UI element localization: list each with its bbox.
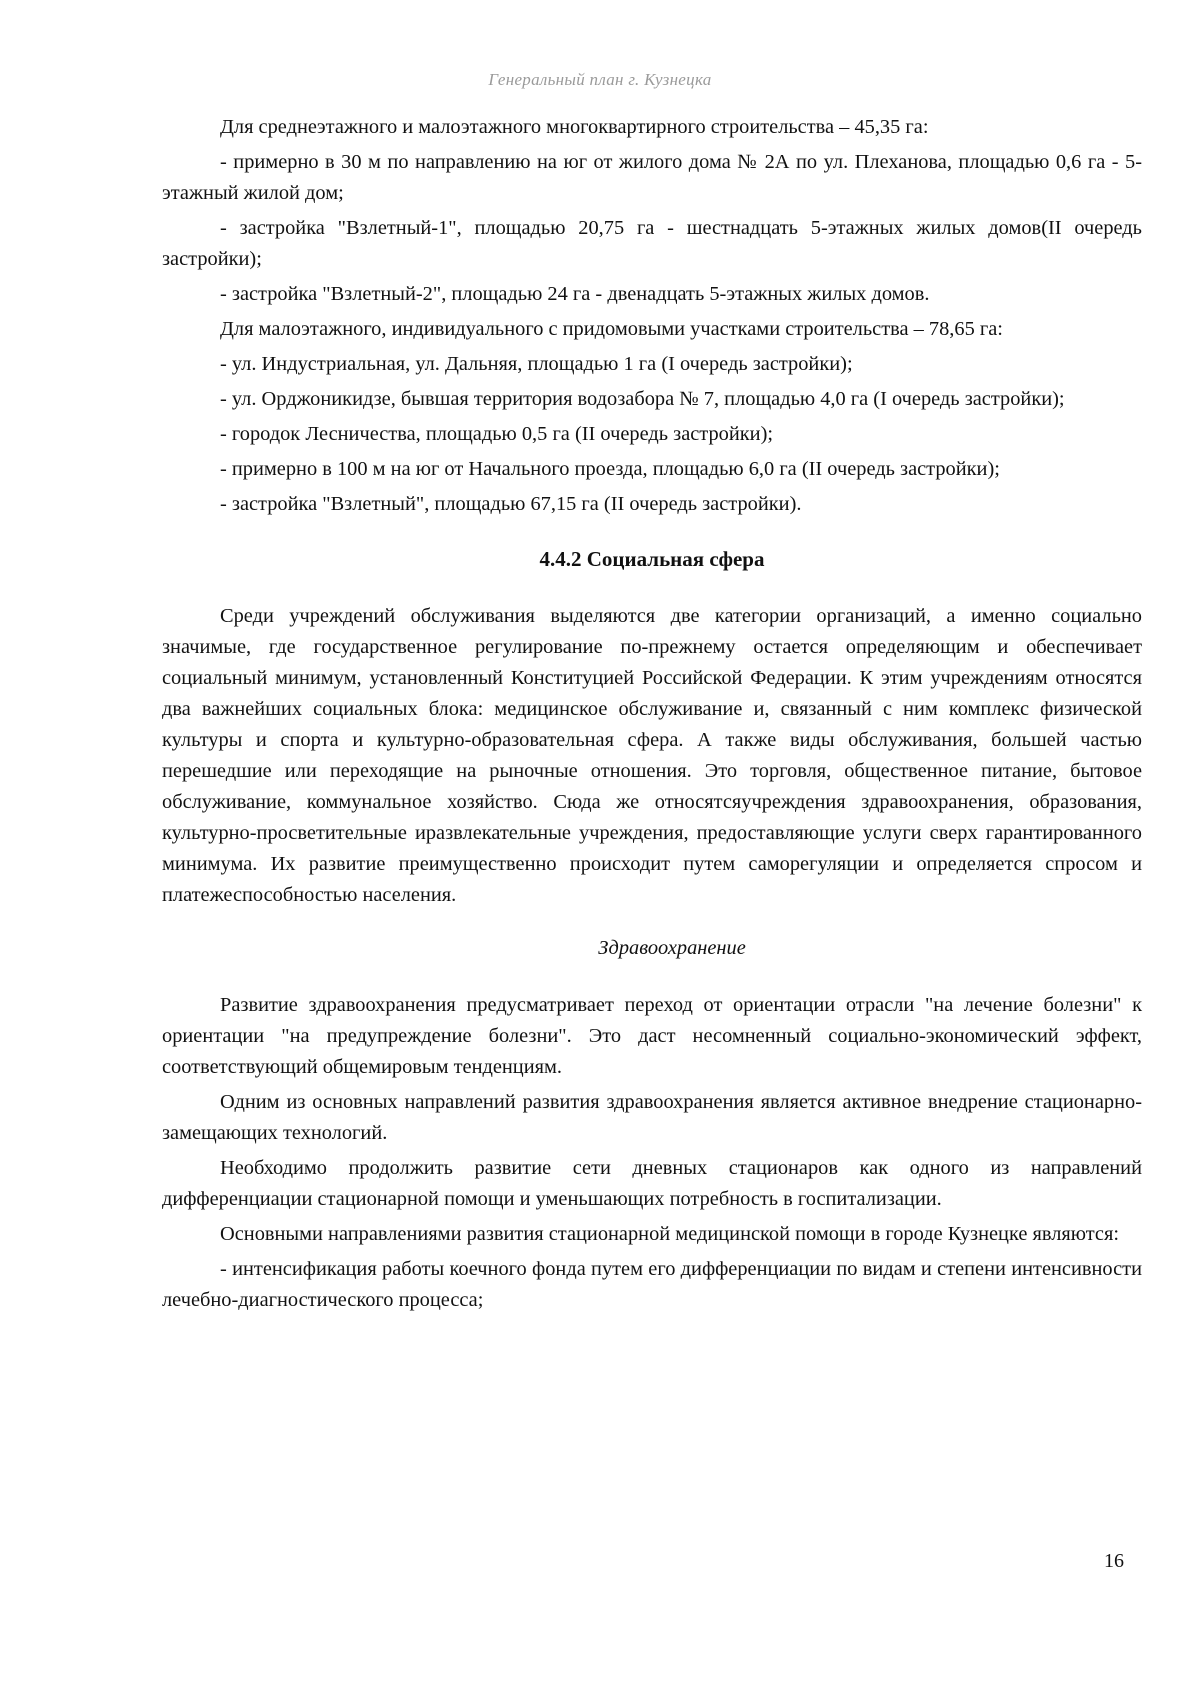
page-number: 16: [1104, 1550, 1124, 1572]
list-item: - интенсификация работы коечного фонда путем его дифференциации по видам и степени интенсивности лечебно-диагностического процесса;: [162, 1258, 1142, 1311]
list-item: - ул. Орджоникидзе, бывшая территория водозабора № 7, площадью 4,0 га (I очередь застройки);: [220, 388, 1065, 410]
section-title: 4.4.2 Социальная сфера: [539, 547, 765, 571]
paragraph: Основными направлениями развития стационарной медицинской помощи в городе Кузнецке являются:: [220, 1223, 1119, 1245]
paragraph: Необходимо продолжить развитие сети дневных стационаров как одного из направлений дифференциации стационарной помощи и уменьшающих потребность в госпитализации.: [162, 1157, 1142, 1210]
paragraph: Одним из основных направлений развития здравоохранения является активное внедрение стационарно-замещающих технологий.: [162, 1091, 1142, 1144]
subsection-title: Здравоохранение: [598, 937, 746, 959]
paragraph: Среди учреждений обслуживания выделяются две категории организаций, а именно социально значимые, где государственное регулирование по-прежнему остается определяющим и обеспечивает социальный минимум, установленный Конституцией Российской Федерации. К этим учреждениям относятся два важнейших социальных блока: медицинское обслуживание и, связанный с ним комплекс физической культуры и спорта и культурно-образовательная сфера. А также виды обслуживания, большей частью перешедшие или переходящие на рыночные отношения. Это торговля, общественное питание, бытовое обслуживание, коммунальное хозяйство. Сюда же относятсяучреждения здравоохранения, образования, культурно-просветительные иразвлекательные учреждения, предоставляющие услуги сверх гарантированного минимума. Их развитие преимущественно происходит путем саморегуляции и определяется спросом и платежеспособностью населения.: [162, 605, 1142, 906]
list-item: - примерно в 30 м по направлению на юг от жилого дома № 2А по ул. Плеханова, площадью 0,6 га - 5-этажный жилой дом;: [162, 151, 1142, 204]
list-item: - примерно в 100 м на юг от Начального проезда, площадью 6,0 га (II очередь застройки);: [220, 458, 1000, 480]
list-item: - застройка "Взлетный-2", площадью 24 га - двенадцать 5-этажных жилых домов.: [220, 283, 930, 305]
list-item: - застройка "Взлетный-1", площадью 20,75 га - шестнадцать 5-этажных жилых домов(II очередь застройки);: [162, 217, 1142, 270]
paragraph: Развитие здравоохранения предусматривает переход от ориентации отрасли "на лечение болезни" к ориентации "на предупреждение болезни". Это даст несомненный социально-экономический эффект, соответствующий общемировым тенденциям.: [162, 994, 1142, 1078]
page-header: Генеральный план г. Кузнецка: [488, 70, 712, 89]
page-content: [162, 112, 1142, 1320]
list-item: - городок Лесничества, площадью 0,5 га (II очередь застройки);: [220, 423, 774, 445]
paragraph: Для малоэтажного, индивидуального с придомовыми участками строительства – 78,65 га:: [220, 318, 1003, 340]
list-item: - застройка "Взлетный", площадью 67,15 га (II очередь застройки).: [220, 493, 802, 515]
list-item: - ул. Индустриальная, ул. Дальняя, площадью 1 га (I очередь застройки);: [220, 353, 853, 375]
paragraph: Для среднеэтажного и малоэтажного многоквартирного строительства – 45,35 га:: [220, 116, 929, 138]
